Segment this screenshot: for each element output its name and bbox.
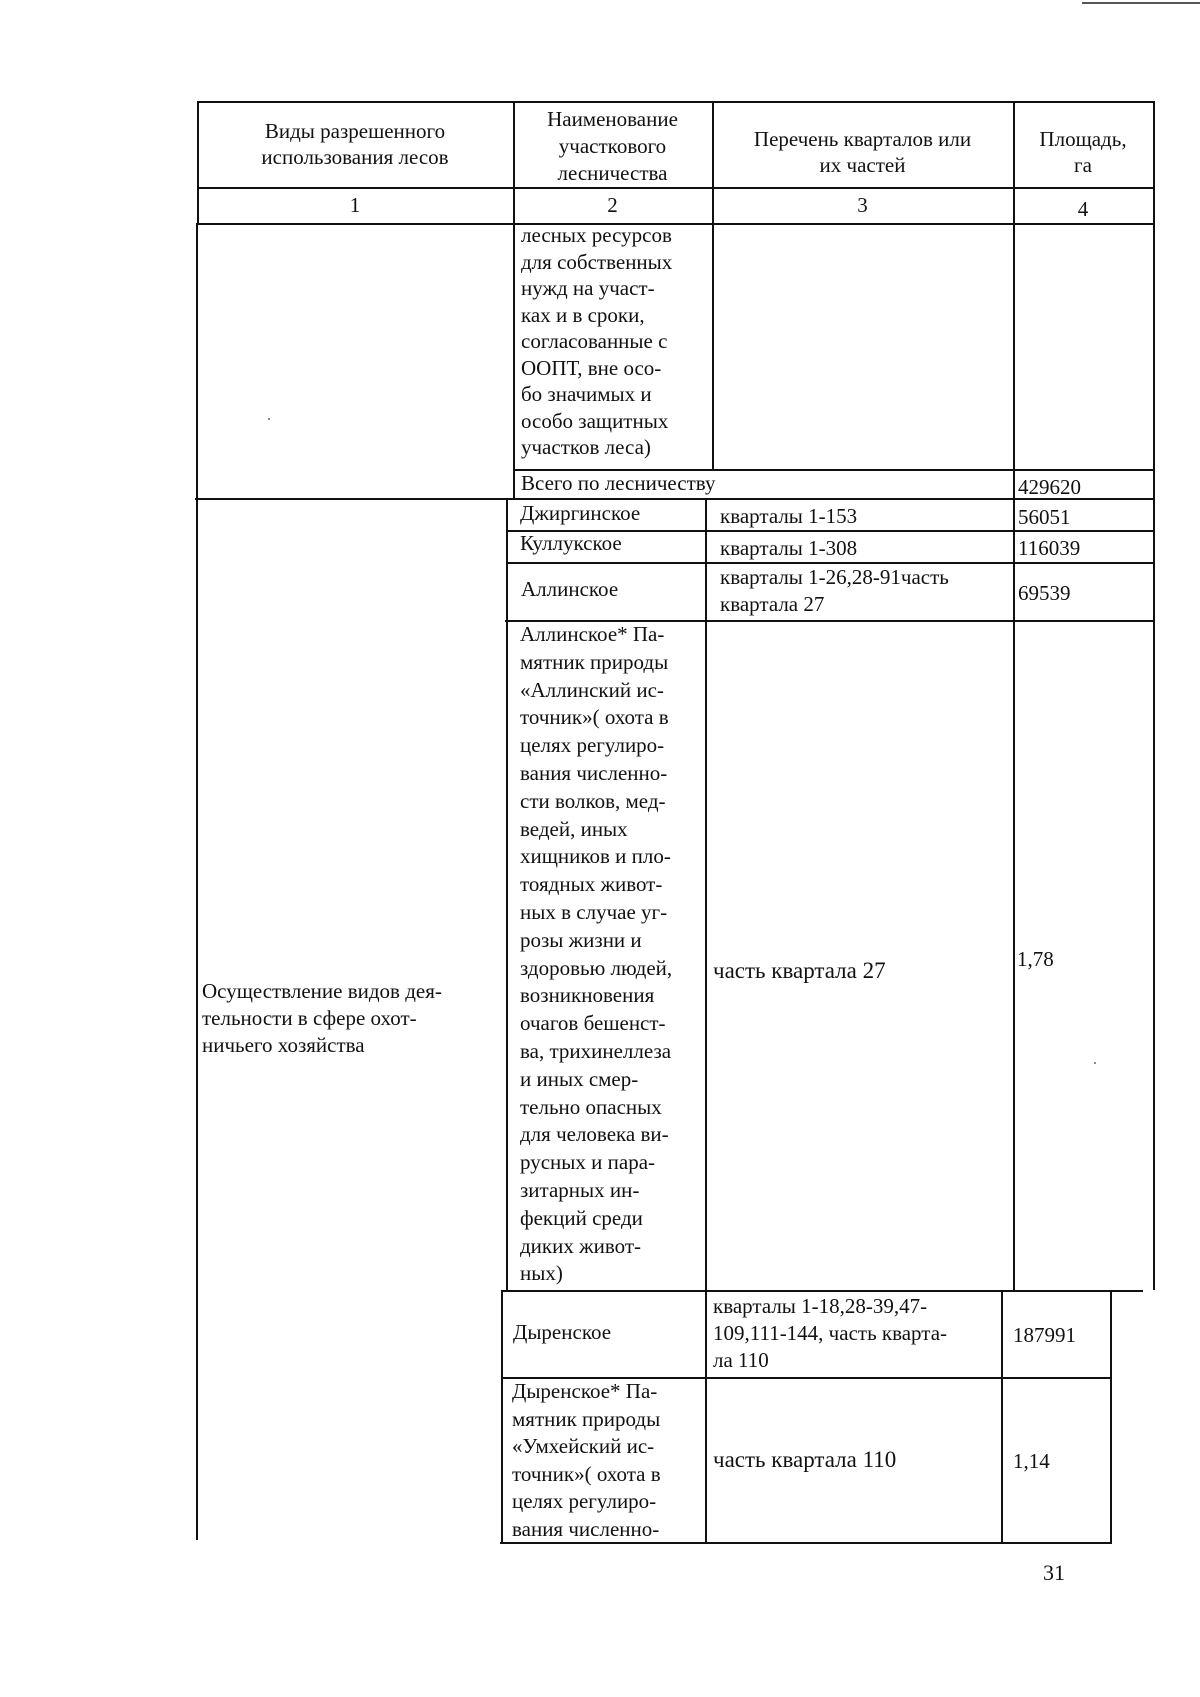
col-number-3: 3 — [857, 193, 868, 217]
section-divider — [195, 498, 1155, 500]
col-number-4: 4 — [1077, 197, 1089, 221]
table-right-border — [1153, 101, 1155, 1290]
table-right-border-bottom — [1110, 1290, 1112, 1542]
col-number-1: 1 — [349, 193, 361, 217]
row-divider-4 — [502, 1290, 1143, 1292]
col3-col4-divider-bottom — [1001, 1290, 1003, 1542]
area-allinskoe-monument: 1,78 — [1017, 947, 1054, 971]
col-number-2: 2 — [607, 193, 618, 217]
area-kullukskoe: 116039 — [1018, 536, 1081, 560]
area-dzhirginskoe: 56051 — [1018, 505, 1071, 529]
area-dyrenskoe-monument: 1,14 — [1013, 1449, 1050, 1473]
area-dyrenskoe: 187991 — [1013, 1323, 1076, 1347]
table-left-border-2 — [196, 223, 198, 1540]
scan-speck-2 — [1094, 1062, 1096, 1064]
col2-divider-bottom — [501, 1290, 503, 1542]
area-allinskoe: 69539 — [1018, 581, 1071, 605]
quarters-allinskoe-monument: часть квартала 27 — [713, 958, 886, 983]
activity-type: Осуществление видов дея- тельности в сфере охот- ничьего хозяйства — [202, 979, 442, 1057]
scan-speck — [268, 418, 270, 420]
table-top-border — [197, 101, 1155, 103]
quarters-allinskoe: кварталы 1-26,28-91часть квартала 27 — [720, 565, 949, 616]
quarters-dyrenskoe-monument: часть квартала 110 — [713, 1447, 897, 1472]
quarters-dyrenskoe: кварталы 1-18,28-39,47- 109,111-144, часть кварта- ла 110 — [713, 1294, 948, 1372]
quarters-dzhirginskoe: кварталы 1-153 — [720, 504, 858, 528]
forestry-name-continuation: лесных ресурсов для собственных нужд на участ- ках и в сроки, согласованные с ООПТ, вне осо- бо значимых и особо защитных участков леса) — [521, 223, 673, 459]
forestry-allinskoe-monument: Аллинское* Па- мятник природы «Аллинский ис- точник»( охота в целях регулиро- вания численно- сти волков, мед- ведей, иных хищников и пло- тоядных живот- ных в случае уг- розы жизни и здоровью людей, возникновения очагов бешенст- ва, трихинеллеза и иных смер- тельно опасных для человека ви- русных и пара- зитарных ин- фекций среди диких живот- ных) — [520, 622, 673, 1286]
quarters-kullukskoe: кварталы 1-308 — [720, 536, 858, 560]
forestry-dyrenskoe-monument: Дыренское* Па- мятник природы «Умхейский ис- точник»( охота в целях регулиро- вания численно- — [512, 1379, 661, 1541]
col2-divider-lower — [506, 498, 508, 1290]
scan-edge-mark — [1082, 2, 1200, 4]
total-label: Всего по лесничеству — [521, 471, 716, 495]
forestry-dzhirginskoe: Джиргинское — [520, 501, 641, 525]
forestry-dyrenskoe: Дыренское — [513, 1320, 612, 1344]
forestry-allinskoe: Аллинское — [521, 577, 619, 601]
col2-col3-divider-lower — [705, 498, 707, 1542]
header-col2: Наименование участкового лесничества — [547, 107, 678, 185]
total-value: 429620 — [1018, 475, 1081, 499]
header-divider — [197, 187, 1155, 189]
numbers-divider — [197, 223, 1155, 225]
header-col1: Виды разрешенного использования лесов — [261, 119, 449, 169]
col3-col4-divider — [1013, 101, 1015, 1290]
header-col4: Площадь, га — [1039, 127, 1127, 177]
header-col3: Перечень кварталов или их частей — [753, 127, 972, 177]
page-number: 31 — [1043, 1560, 1065, 1585]
forestry-kullukskoe: Куллукское — [520, 531, 622, 555]
